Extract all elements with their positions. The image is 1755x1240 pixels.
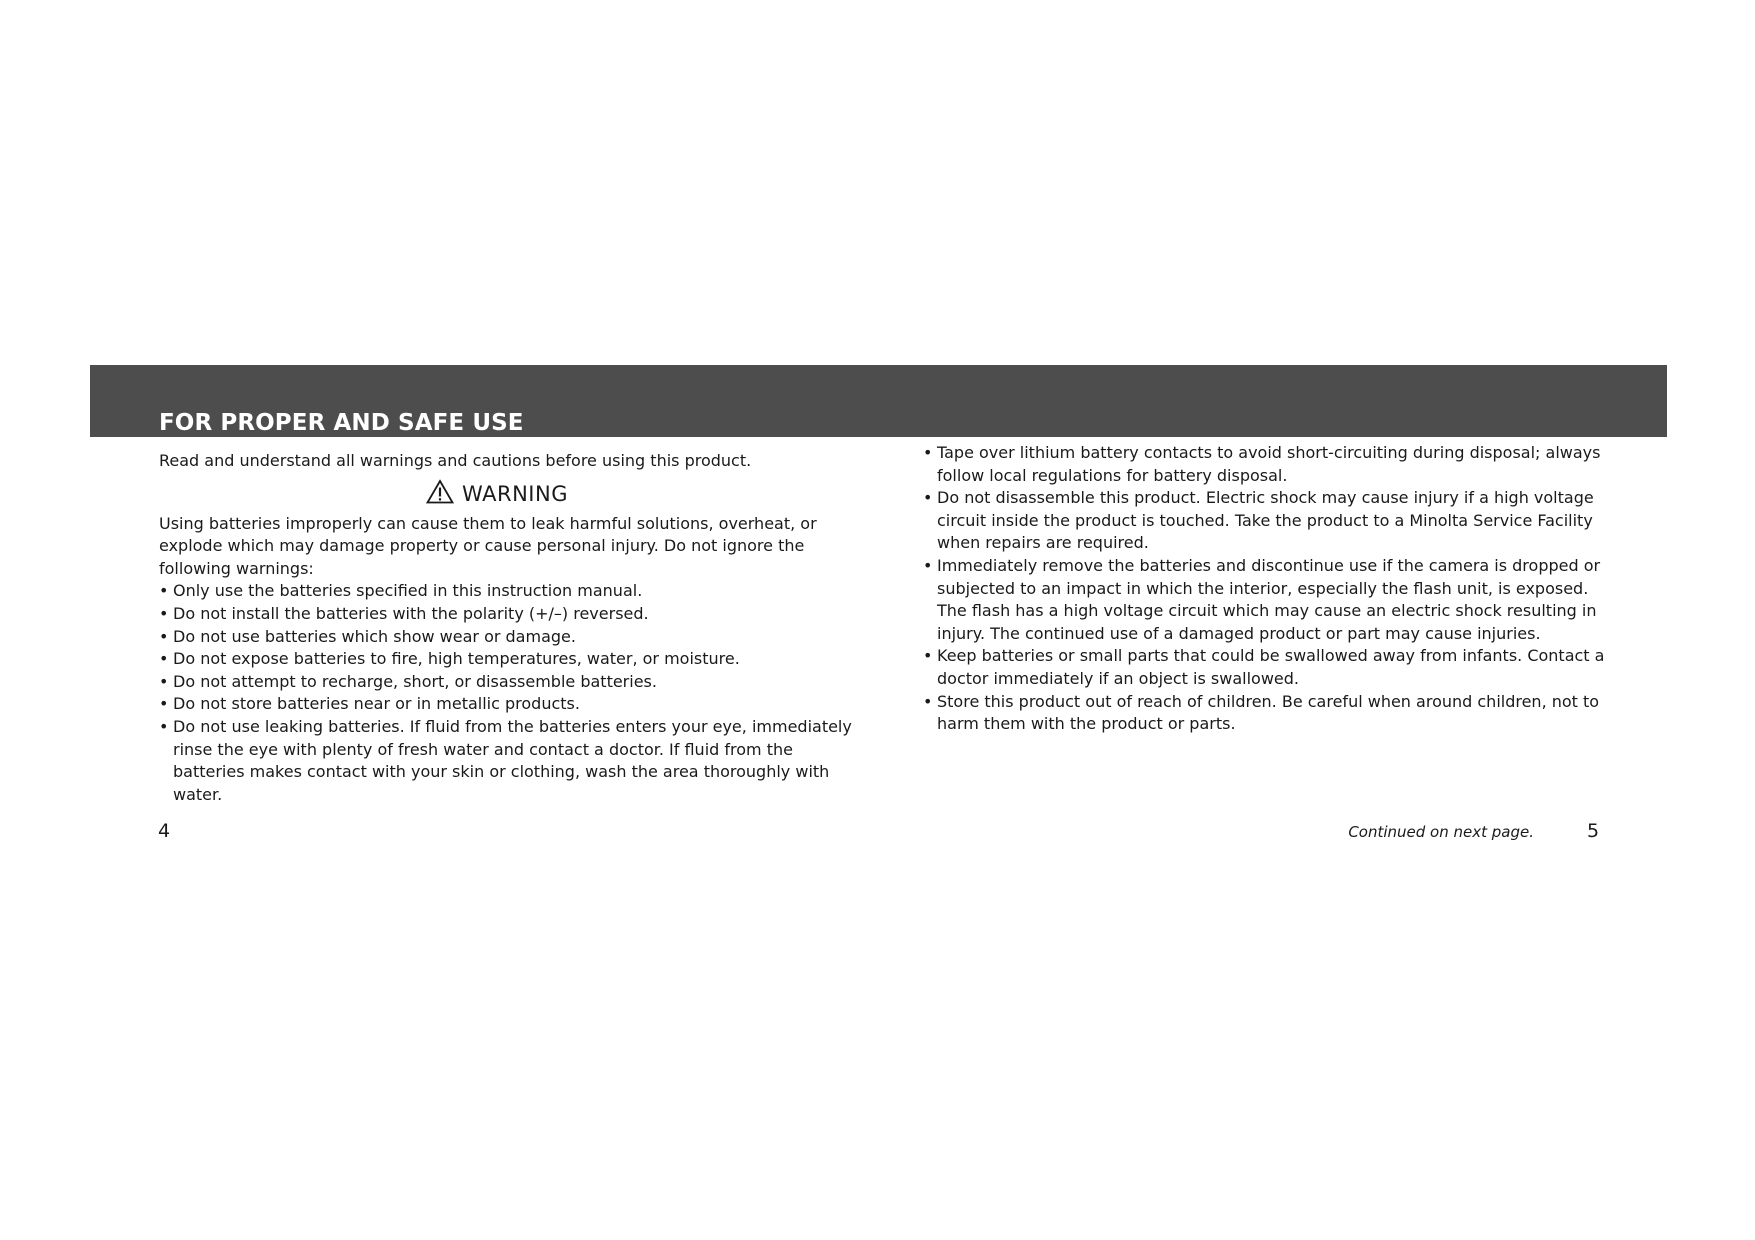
- warning-label: WARNING: [462, 481, 568, 506]
- warning-heading: [159, 479, 835, 509]
- page-number-right: 5: [1587, 820, 1600, 842]
- right-page-column: [923, 442, 1613, 736]
- intro-text: Read and understand all warnings and cautions before using this product.: [159, 451, 752, 470]
- list-item: • Do not expose batteries to fire, high temperatures, water, or moisture.: [159, 648, 859, 671]
- page-number-left: 4: [158, 820, 171, 842]
- list-item: • Do not install the batteries with the polarity (+/–) reversed.: [159, 603, 859, 626]
- list-item: • Tape over lithium battery contacts to avoid short-circuiting during disposal; always follow local regulations for battery disposal.: [923, 442, 1613, 487]
- list-item: • Do not store batteries near or in metallic products.: [159, 693, 859, 716]
- continued-note: Continued on next page.: [1348, 823, 1534, 841]
- section-title: FOR PROPER AND SAFE USE: [159, 410, 524, 436]
- list-item: • Do not disassemble this product. Electric shock may cause injury if a high voltage circuit inside the product is touched. Take the product to a Minolta Service Facility when repairs are required.: [923, 487, 1613, 555]
- list-item: • Immediately remove the batteries and discontinue use if the camera is dropped or subjected to an impact in which the interior, especially the flash unit, is exposed. The flash has a high voltage circuit which may cause an electric shock resulting in injury. The continued use of a damaged product or part may cause injuries.: [923, 555, 1613, 645]
- list-item: • Store this product out of reach of children. Be careful when around children, not to harm them with the product or parts.: [923, 691, 1613, 736]
- list-item: • Do not attempt to recharge, short, or disassemble batteries.: [159, 671, 859, 694]
- disposal-warning-list: [923, 442, 1613, 487]
- left-page-column: [159, 450, 859, 806]
- list-item: • Do not use batteries which show wear or damage.: [159, 626, 859, 649]
- warning-triangle-icon: [426, 479, 454, 504]
- list-item: • Keep batteries or small parts that could be swallowed away from infants. Contact a doctor immediately if an object is swallowed.: [923, 645, 1613, 690]
- battery-warning-list: [159, 580, 859, 806]
- list-item: • Do not use leaking batteries. If fluid from the batteries enters your eye, immediately rinse the eye with plenty of fresh water and contact a doctor. If fluid from the batteries makes contact with your skin or clothing, wash the area thoroughly with water.: [159, 716, 859, 806]
- warning-lead-text: Using batteries improperly can cause them to leak harmful solutions, overheat, or explode which may damage property or cause personal injury. Do not ignore the following warnings:: [159, 513, 817, 578]
- section-header-band: [90, 365, 1667, 437]
- product-warning-list: [923, 487, 1613, 736]
- list-item: • Only use the batteries specified in this instruction manual.: [159, 580, 859, 603]
